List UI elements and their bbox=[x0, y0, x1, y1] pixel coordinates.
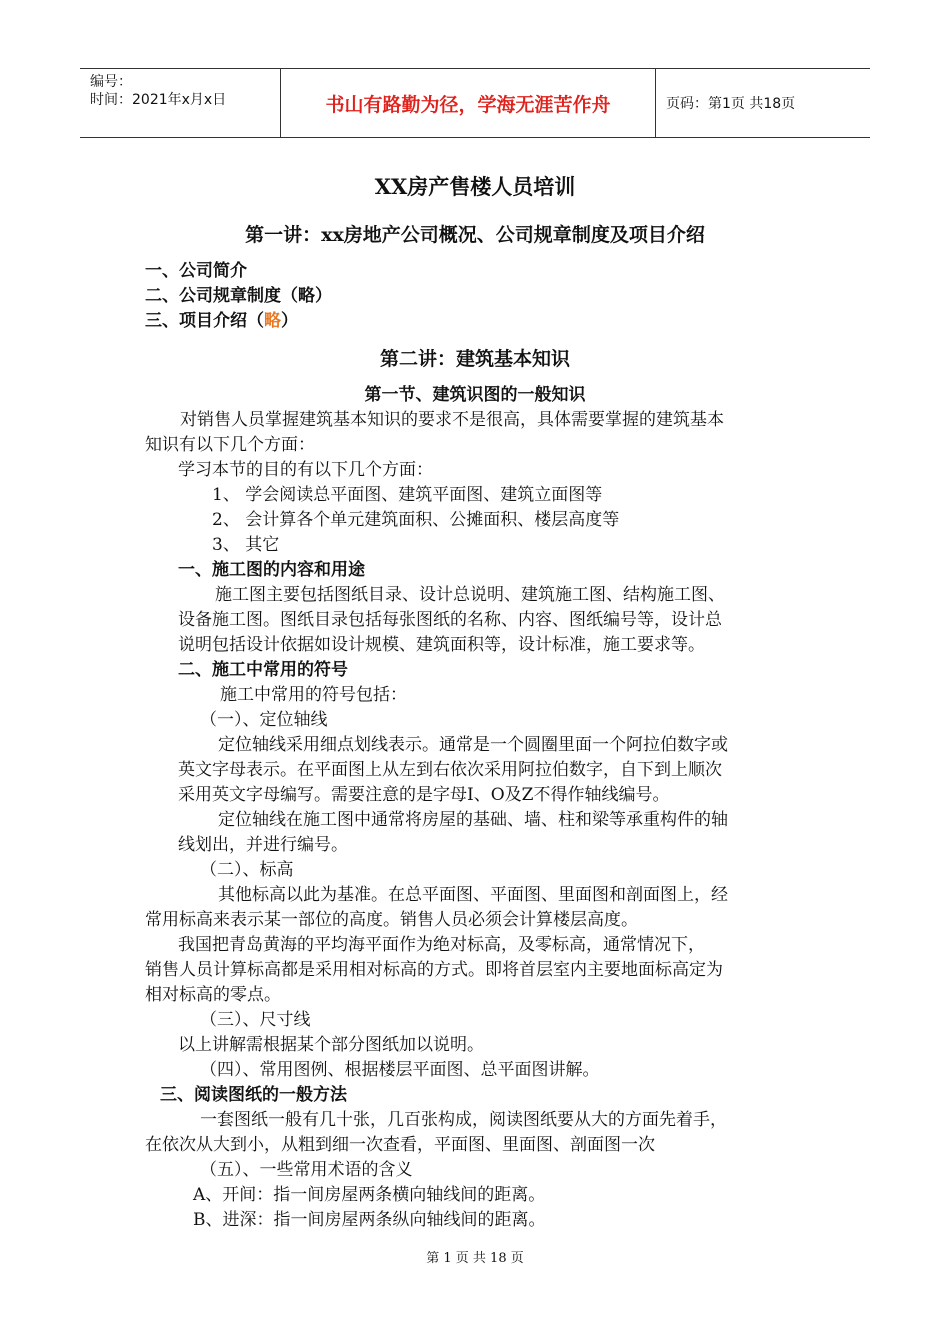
lue-mark: 略 bbox=[264, 311, 281, 331]
subsection-heading: 二、施工中常用的符号 bbox=[178, 660, 348, 680]
body-line: A、开间：指一间房屋两条横向轴线间的距离。 bbox=[193, 1185, 546, 1205]
body-line: 设备施工图。图纸目录包括每张图纸的名称、内容、图纸编号等，设计总 bbox=[178, 610, 722, 630]
header-page-cell bbox=[654, 69, 870, 137]
body-line: 在依次从大到小，从粗到细一次查看，平面图、里面图、剖面图一次 bbox=[145, 1135, 655, 1155]
body-line: 销售人员计算标高都是采用相对标高的方式。即将首层室内主要地面标高定为 bbox=[145, 960, 723, 980]
item-company-intro: 一、公司简介 bbox=[145, 261, 247, 281]
list-item: 1、 学会阅读总平面图、建筑平面图、建筑立面图等 bbox=[212, 485, 603, 505]
list-item: 3、 其它 bbox=[212, 535, 280, 555]
body-line: 一套图纸一般有几十张，几百张构成，阅读图纸要从大的方面先着手， bbox=[200, 1110, 727, 1130]
body-line: 采用英文字母编写。需要注意的是字母I、O及Z不得作轴线编号。 bbox=[178, 785, 670, 805]
body-line: 其他标高以此为基准。在总平面图、平面图、里面图和剖面图上，经 bbox=[218, 885, 728, 905]
body-line: 说明包括设计依据如设计规模、建筑面积等，设计标准，施工要求等。 bbox=[178, 635, 705, 655]
lecture2-title: 第二讲：建筑基本知识 bbox=[379, 348, 570, 370]
section1-title: 第一节、建筑识图的一般知识 bbox=[364, 385, 586, 405]
body-line: 常用标高来表示某一部位的高度。销售人员必须会计算楼层高度。 bbox=[145, 910, 638, 930]
body-line: B、进深：指一间房屋两条纵向轴线间的距离。 bbox=[193, 1210, 546, 1230]
document-title: XX房产售楼人员培训 bbox=[374, 174, 576, 199]
header-motto-cell bbox=[280, 69, 656, 137]
body-line: 学习本节的目的有以下几个方面： bbox=[178, 460, 433, 480]
body-line: （二）、标高 bbox=[200, 860, 294, 880]
body-line: 知识有以下几个方面： bbox=[145, 435, 315, 455]
page-footer: 第 1 页 共 18 页 bbox=[426, 1251, 524, 1266]
body-line: （一）、定位轴线 bbox=[200, 710, 328, 730]
header-left-cell bbox=[80, 69, 280, 137]
header-table bbox=[80, 68, 870, 138]
body-line: 定位轴线在施工图中通常将房屋的基础、墙、柱和梁等承重构件的轴 bbox=[218, 810, 728, 830]
body-line: 施工图主要包括图纸目录、设计总说明、建筑施工图、结构施工图、 bbox=[215, 585, 725, 605]
body-line: 我国把青岛黄海的平均海平面作为绝对标高，及零标高，通常情况下， bbox=[178, 935, 705, 955]
body-line: 相对标高的零点。 bbox=[145, 985, 281, 1005]
item-project-intro: 三、项目介绍（略） bbox=[145, 311, 298, 331]
subsection-heading: 一、施工图的内容和用途 bbox=[178, 560, 365, 580]
body-line: 线划出，并进行编号。 bbox=[178, 835, 348, 855]
page-info: 页码：第1页 共18页 bbox=[666, 96, 796, 112]
body-line: 以上讲解需根据某个部分图纸加以说明。 bbox=[178, 1035, 484, 1055]
lecture1-title: 第一讲：xx房地产公司概况、公司规章制度及项目介绍 bbox=[245, 224, 705, 246]
body-line: 对销售人员掌握建筑基本知识的要求不是很高，具体需要掌握的建筑基本 bbox=[180, 410, 724, 430]
list-item: 2、 会计算各个单元建筑面积、公摊面积、楼层高度等 bbox=[212, 510, 620, 530]
body-line: 英文字母表示。在平面图上从左到右依次采用阿拉伯数字，自下到上顺次 bbox=[178, 760, 722, 780]
body-line: 施工中常用的符号包括： bbox=[220, 685, 407, 705]
subsection-heading: 三、阅读图纸的一般方法 bbox=[160, 1085, 347, 1105]
body-line: （五）、一些常用术语的含义 bbox=[200, 1160, 413, 1180]
body-line: （三）、尺寸线 bbox=[200, 1010, 311, 1030]
body-line: 定位轴线采用细点划线表示。通常是一个圆圈里面一个阿拉伯数字或 bbox=[218, 735, 728, 755]
number-label: 编号： bbox=[90, 74, 132, 90]
motto: 书山有路勤为径，学海无涯苦作舟 bbox=[325, 93, 611, 116]
body-line: （四）、常用图例、根据楼层平面图、总平面图讲解。 bbox=[200, 1060, 600, 1080]
time-label: 时间：2021年x月x日 bbox=[90, 92, 227, 108]
item-company-rules: 二、公司规章制度（略） bbox=[145, 286, 332, 306]
